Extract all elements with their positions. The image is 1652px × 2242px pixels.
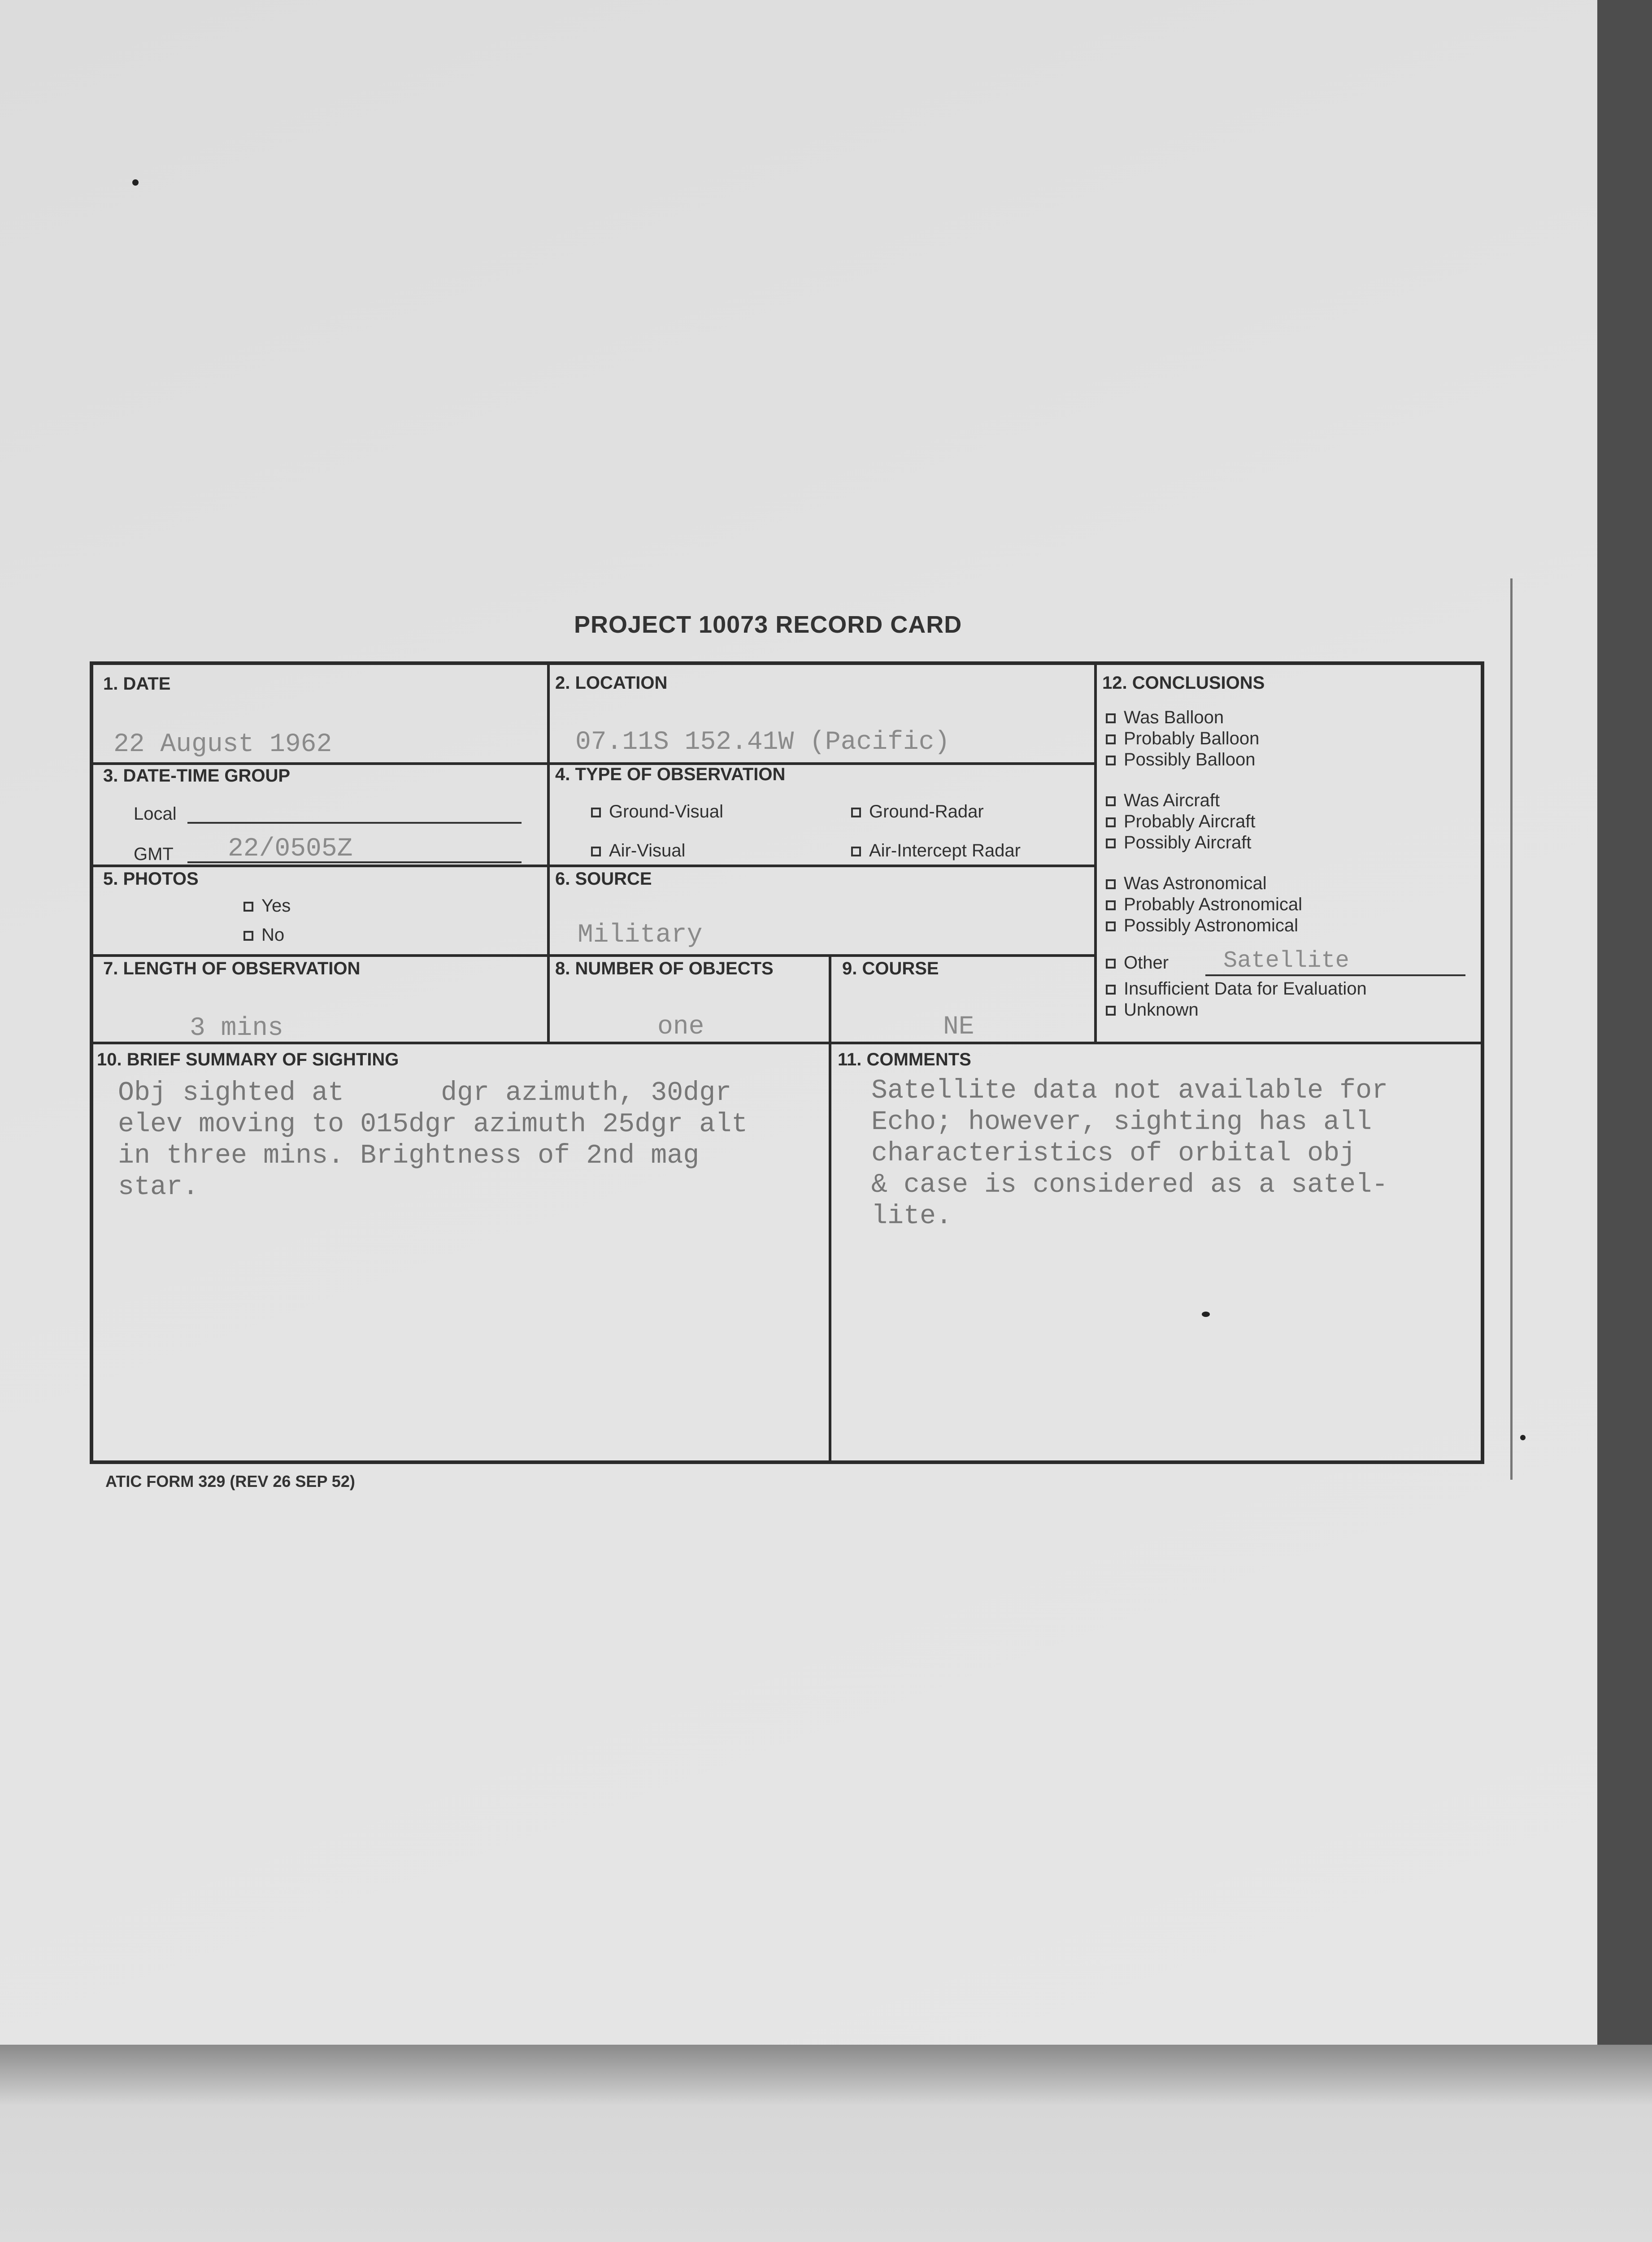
course-value: NE: [943, 1012, 974, 1042]
length-label: 7. LENGTH OF OBSERVATION: [103, 959, 361, 978]
checkbox-icon: [851, 847, 861, 856]
conclusion-probably-aircraft[interactable]: [1106, 812, 1255, 832]
checkbox-icon: [1106, 985, 1116, 995]
location-label: 2. LOCATION: [555, 673, 668, 693]
conclusion-text: Was Astronomical: [1124, 873, 1267, 893]
conclusion-text: Insufficient Data for Evaluation: [1124, 979, 1367, 999]
conclusion-possibly-aircraft[interactable]: [1106, 833, 1252, 853]
air-intercept-label: Air-Intercept Radar: [869, 841, 1021, 860]
course-label: 9. COURSE: [842, 959, 939, 978]
paper-edge: [1510, 578, 1513, 1480]
photos-yes-option[interactable]: [243, 896, 291, 916]
conclusion-probably-astronomical[interactable]: [1106, 895, 1302, 915]
ground-visual-option[interactable]: [591, 802, 723, 822]
conclusion-possibly-balloon[interactable]: [1106, 750, 1256, 770]
scan-background: [1597, 0, 1652, 2085]
dust-speck: [1520, 1435, 1526, 1440]
comments-label: 11. COMMENTS: [838, 1050, 971, 1069]
divider: [547, 665, 550, 1044]
photos-yes-label: Yes: [261, 896, 291, 916]
ground-radar-label: Ground-Radar: [869, 802, 984, 821]
num-objects-label: 8. NUMBER OF OBJECTS: [555, 959, 774, 978]
conclusion-was-aircraft[interactable]: [1106, 791, 1220, 811]
conclusion-text: Was Aircraft: [1124, 791, 1220, 810]
conclusion-was-balloon[interactable]: [1106, 708, 1224, 728]
conclusion-text: Possibly Balloon: [1124, 750, 1256, 769]
local-label: Local: [134, 804, 177, 824]
air-visual-option[interactable]: [591, 841, 685, 861]
air-visual-label: Air-Visual: [609, 841, 686, 860]
dust-speck: [132, 179, 139, 186]
conclusion-text: Other: [1124, 953, 1169, 973]
conclusion-other[interactable]: [1106, 953, 1169, 973]
summary-text: Obj sighted at dgr azimuth, 30dgr elev moving to 015dgr azimuth 25dgr alt in three mins. Brightness of 2nd mag star.: [118, 1078, 748, 1203]
conclusion-text: Possibly Astronomical: [1124, 916, 1299, 935]
card-title: PROJECT 10073 RECORD CARD: [574, 611, 962, 638]
checkbox-icon: [1106, 959, 1116, 969]
checkbox-icon: [243, 902, 253, 912]
checkbox-icon: [1106, 756, 1116, 765]
source-value: Military: [578, 921, 703, 950]
ground-visual-label: Ground-Visual: [609, 802, 723, 821]
conclusions-label: 12. CONCLUSIONS: [1102, 673, 1265, 693]
num-objects-value: one: [657, 1012, 704, 1042]
checkbox-icon: [591, 808, 601, 817]
conclusion-text: Probably Balloon: [1124, 729, 1260, 748]
other-value: Satellite: [1223, 947, 1349, 974]
air-intercept-option[interactable]: [851, 841, 1021, 861]
divider: [93, 954, 1096, 957]
record-card: [90, 661, 1484, 1464]
checkbox-icon: [1106, 879, 1116, 889]
checkbox-icon: [591, 847, 601, 856]
divider: [93, 865, 1096, 867]
conclusion-insufficient[interactable]: [1106, 979, 1367, 999]
conclusion-probably-balloon[interactable]: [1106, 729, 1259, 749]
date-label: 1. DATE: [103, 674, 171, 694]
checkbox-icon: [1106, 796, 1116, 806]
dtg-label: 3. DATE-TIME GROUP: [103, 766, 291, 786]
checkbox-icon: [1106, 839, 1116, 848]
conclusion-text: Was Balloon: [1124, 708, 1224, 727]
type-obs-label: 4. TYPE OF OBSERVATION: [555, 765, 786, 784]
conclusion-text: Possibly Aircraft: [1124, 833, 1252, 852]
source-label: 6. SOURCE: [555, 869, 652, 889]
checkbox-icon: [1106, 713, 1116, 723]
other-underline: [1205, 974, 1465, 976]
comments-text: Satellite data not available for Echo; however, sighting has all characteristics of orbital obj & case is considered as a satel- lite.: [871, 1076, 1388, 1232]
divider: [93, 1042, 1481, 1044]
conclusion-text: Probably Astronomical: [1124, 895, 1302, 914]
local-underline: [187, 822, 522, 824]
gmt-label: GMT: [134, 844, 174, 864]
conclusion-text: Unknown: [1124, 1000, 1199, 1020]
checkbox-icon: [1106, 817, 1116, 827]
date-value: 22 August 1962: [113, 730, 332, 759]
checkbox-icon: [1106, 1006, 1116, 1016]
checkbox-icon: [1106, 734, 1116, 744]
conclusion-was-astronomical[interactable]: [1106, 873, 1267, 894]
checkbox-icon: [243, 931, 253, 941]
ground-radar-option[interactable]: [851, 802, 984, 822]
divider: [829, 956, 831, 1463]
form-footer: ATIC FORM 329 (REV 26 SEP 52): [105, 1472, 355, 1490]
photos-no-label: No: [261, 925, 285, 945]
checkbox-icon: [1106, 900, 1116, 910]
photos-label: 5. PHOTOS: [103, 869, 199, 889]
conclusion-unknown[interactable]: [1106, 1000, 1199, 1020]
checkbox-icon: [1106, 921, 1116, 931]
photos-no-option[interactable]: [243, 925, 284, 945]
conclusion-possibly-astronomical[interactable]: [1106, 916, 1298, 936]
divider: [1094, 665, 1097, 1042]
checkbox-icon: [851, 808, 861, 817]
location-value: 07.11S 152.41W (Pacific): [575, 728, 950, 757]
conclusion-text: Probably Aircraft: [1124, 812, 1256, 831]
film-background: [0, 2045, 1652, 2242]
length-value: 3 mins: [190, 1014, 283, 1043]
gmt-value: 22/0505Z: [228, 834, 353, 864]
summary-label: 10. BRIEF SUMMARY OF SIGHTING: [97, 1050, 399, 1069]
